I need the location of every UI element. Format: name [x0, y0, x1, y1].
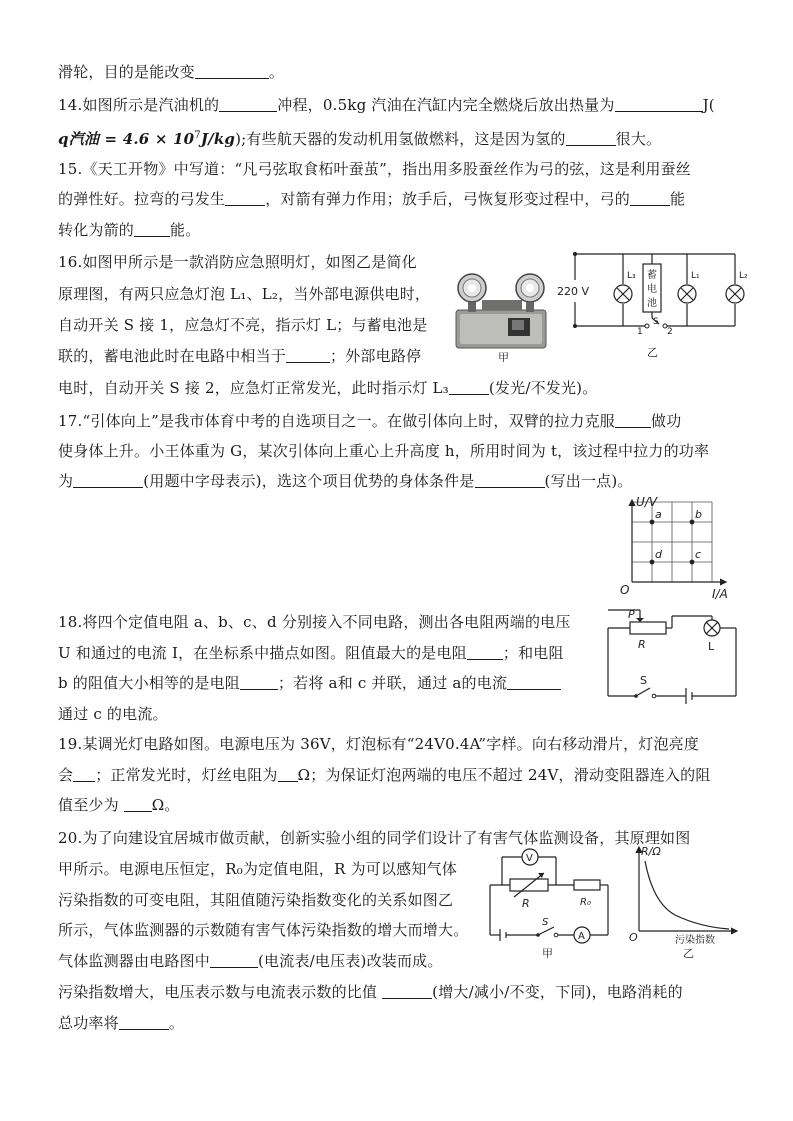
answer-blank[interactable] [124, 797, 152, 812]
question-20-line-1: 20.为了向建设宜居城市做贡献，创新实验小组的同学们设计了有害气体监测设备，其原理如图 [58, 829, 691, 847]
answer-blank[interactable] [73, 473, 143, 488]
y-axis-label: U/V [636, 495, 658, 509]
switch-s-label: S [653, 317, 659, 327]
lamp-l2-label: L₂ [739, 271, 748, 281]
question-20-line-6: 污染指数增大，电压表示数与电流表示数的比值 (增大/减小/不变，下同)，电路消耗的 [58, 983, 683, 1001]
question-18-line-3: b 的阻值大小相等的是电阻 ；若将 a和 c 并联，通过 a的电流 [58, 673, 561, 693]
question-18-line-1: 18.将四个定值电阻 a、b、c、d 分别接入不同电路，测出各电阻两端的电压 [58, 613, 571, 631]
answer-blank[interactable] [240, 675, 278, 690]
figure-label-yi: 乙 [647, 346, 658, 359]
answer-blank[interactable] [134, 222, 170, 237]
switch-s-label: S [640, 674, 647, 687]
question-17-line-1: 17.“引体向上”是我市体育中考的自选项目之一。在做引体向上时，双臂的拉力克服 做功 [58, 412, 682, 430]
rheostat-r-label: R [638, 638, 646, 651]
resistor-r-label: R [522, 897, 530, 910]
figure-label-jia: 甲 [498, 351, 509, 362]
question-16-line-3: 自动开关 S 接 1，应急灯不亮，指示灯 L；与蓄电池是 [58, 316, 428, 334]
answer-blank[interactable] [475, 473, 545, 488]
answer-blank[interactable] [225, 191, 265, 206]
data-label-d: d [655, 548, 662, 561]
figure-label-jia: 甲 [542, 947, 553, 960]
answer-blank[interactable] [449, 380, 489, 395]
question-15-line-3: 转化为箭的 能。 [58, 221, 201, 239]
figure-18-ui-graph [614, 494, 744, 600]
question-16-line-1: 16.如图甲所示是一款消防应急照明灯，如图乙是简化 [58, 253, 417, 271]
switch-s-label: S [542, 917, 549, 928]
question-19-line-1: 19.某调光灯电路如图。电源电压为 36V，灯泡标有“24V0.4A”字样。向右移动滑片，灯泡亮度 [58, 735, 700, 753]
question-16-line-4: 联的，蓄电池此时在电路中相当于 ；外部电路停 [58, 347, 422, 365]
question-18-line-2: U 和通过的电流 I，在坐标系中描点如图。阻值最大的是电阻 ；和电阻 [58, 644, 564, 662]
question-19-line-2: 会 ；正常发光时，灯丝电阻为 Ω；为保证灯泡两端的电压不超过 24V，滑动变阻器连入的阻 [58, 766, 711, 784]
figure-label-yi: 乙 [683, 947, 694, 960]
answer-blank[interactable] [507, 675, 561, 690]
answer-blank[interactable] [286, 348, 330, 363]
question-16-line-2: 原理图，有两只应急灯泡 L₁、L₂，当外部电源供电时， [58, 285, 431, 303]
question-20-line-5: 气体监测器由电路图中 (电流表/电压表)改装而成。 [58, 952, 443, 970]
question-20-line-7: 总功率将 。 [58, 1014, 185, 1032]
question-15-line-1: 15.《天工开物》中写道：“凡弓弦取食柘叶蚕茧”，指出用多股蚕丝作为弓的弦，这是利用蚕丝 [58, 160, 691, 178]
answer-blank[interactable] [219, 97, 277, 112]
question-20-line-4: 所示，气体监测器的示数随有害气体污染指数的增大而增大。 [58, 921, 469, 939]
lamp-l3-label: L₃ [627, 271, 636, 281]
answer-blank[interactable] [210, 953, 258, 968]
y-axis-label: R/Ω [641, 845, 661, 858]
answer-blank[interactable] [615, 97, 703, 112]
question-14-line-1: 14.如图所示是汽油机的 冲程，0.5kg 汽油在汽缸内完全燃烧后放出热量为 J( [58, 96, 715, 114]
data-point-c [690, 560, 695, 565]
answer-blank[interactable] [278, 767, 298, 782]
x-axis-label: 污染指数 [675, 935, 715, 946]
answer-blank[interactable] [615, 413, 651, 428]
data-label-b: b [695, 508, 702, 521]
lamp-l-label: L [708, 640, 715, 653]
slider-p-label: P [628, 608, 635, 621]
answer-blank[interactable] [73, 767, 95, 782]
voltmeter-label: V [526, 853, 533, 864]
answer-blank[interactable] [382, 984, 432, 999]
question-14-line-2: q汽油 = $4.6 \times 10^7J/kg$);有些航天器的发动机用氢做燃料，这是因为氢的 很大。 [58, 130, 662, 148]
switch-2-label: 2 [667, 327, 673, 337]
origin-label: O [620, 583, 630, 597]
line-13-tail: 滑轮，目的是能改变 。 [58, 63, 285, 81]
question-18-line-4: 通过 c 的电流。 [58, 705, 168, 723]
voltage-label: 220 V [557, 285, 590, 298]
figure-20-jia-circuit [482, 843, 618, 961]
answer-blank[interactable] [119, 1015, 169, 1030]
battery-label-1: 蓄 [647, 270, 657, 281]
figure-16-jia-lamp [452, 270, 552, 362]
figure-16-yi-circuit [555, 244, 755, 364]
answer-blank[interactable] [467, 645, 503, 660]
battery-label-2: 电 [647, 284, 657, 295]
answer-blank[interactable] [195, 64, 269, 79]
question-17-line-3: 为 (用题中字母表示)，选这个项目优势的身体条件是 (写出一点)。 [58, 472, 633, 490]
x-axis-label: I/A [712, 587, 728, 600]
data-point-a [650, 520, 655, 525]
origin-label: O [629, 931, 638, 944]
resistor-r0-label: R₀ [580, 897, 591, 908]
question-20-line-3: 污染指数的可变电阻，其阻值随污染指数变化的关系如图乙 [58, 891, 454, 909]
battery-label-3: 池 [647, 298, 657, 309]
data-point-b [690, 520, 695, 525]
question-16-line-5: 电时，自动开关 S 接 2，应急灯正常发光，此时指示灯 L₃ (发光/不发光)。 [58, 379, 598, 397]
data-label-c: c [695, 548, 702, 561]
figure-19-dimmer-circuit [600, 608, 745, 708]
resistance-curve [645, 861, 729, 929]
question-15-line-2: 的弹性好。拉弯的弓发生 ，对箭有弹力作用；放手后，弓恢复形变过程中，弓的 能 [58, 190, 686, 208]
question-19-line-3: 值至少为 Ω。 [58, 796, 180, 814]
switch-1-label: 1 [637, 327, 643, 337]
answer-blank[interactable] [566, 131, 616, 146]
question-20-line-2: 甲所示。电源电压恒定，R₀为定值电阻，R 为可以感知气体 [58, 860, 457, 878]
figure-20-yi-graph [625, 843, 743, 963]
data-point-d [650, 560, 655, 565]
question-17-line-2: 使身体上升。小王体重为 G，某次引体向上重心上升高度 h，所用时间为 t，该过程中拉力的功率 [58, 442, 710, 460]
answer-blank[interactable] [630, 191, 670, 206]
ammeter-label: A [578, 931, 585, 942]
lamp-l1-label: L₁ [691, 271, 700, 281]
data-label-a: a [655, 508, 662, 521]
